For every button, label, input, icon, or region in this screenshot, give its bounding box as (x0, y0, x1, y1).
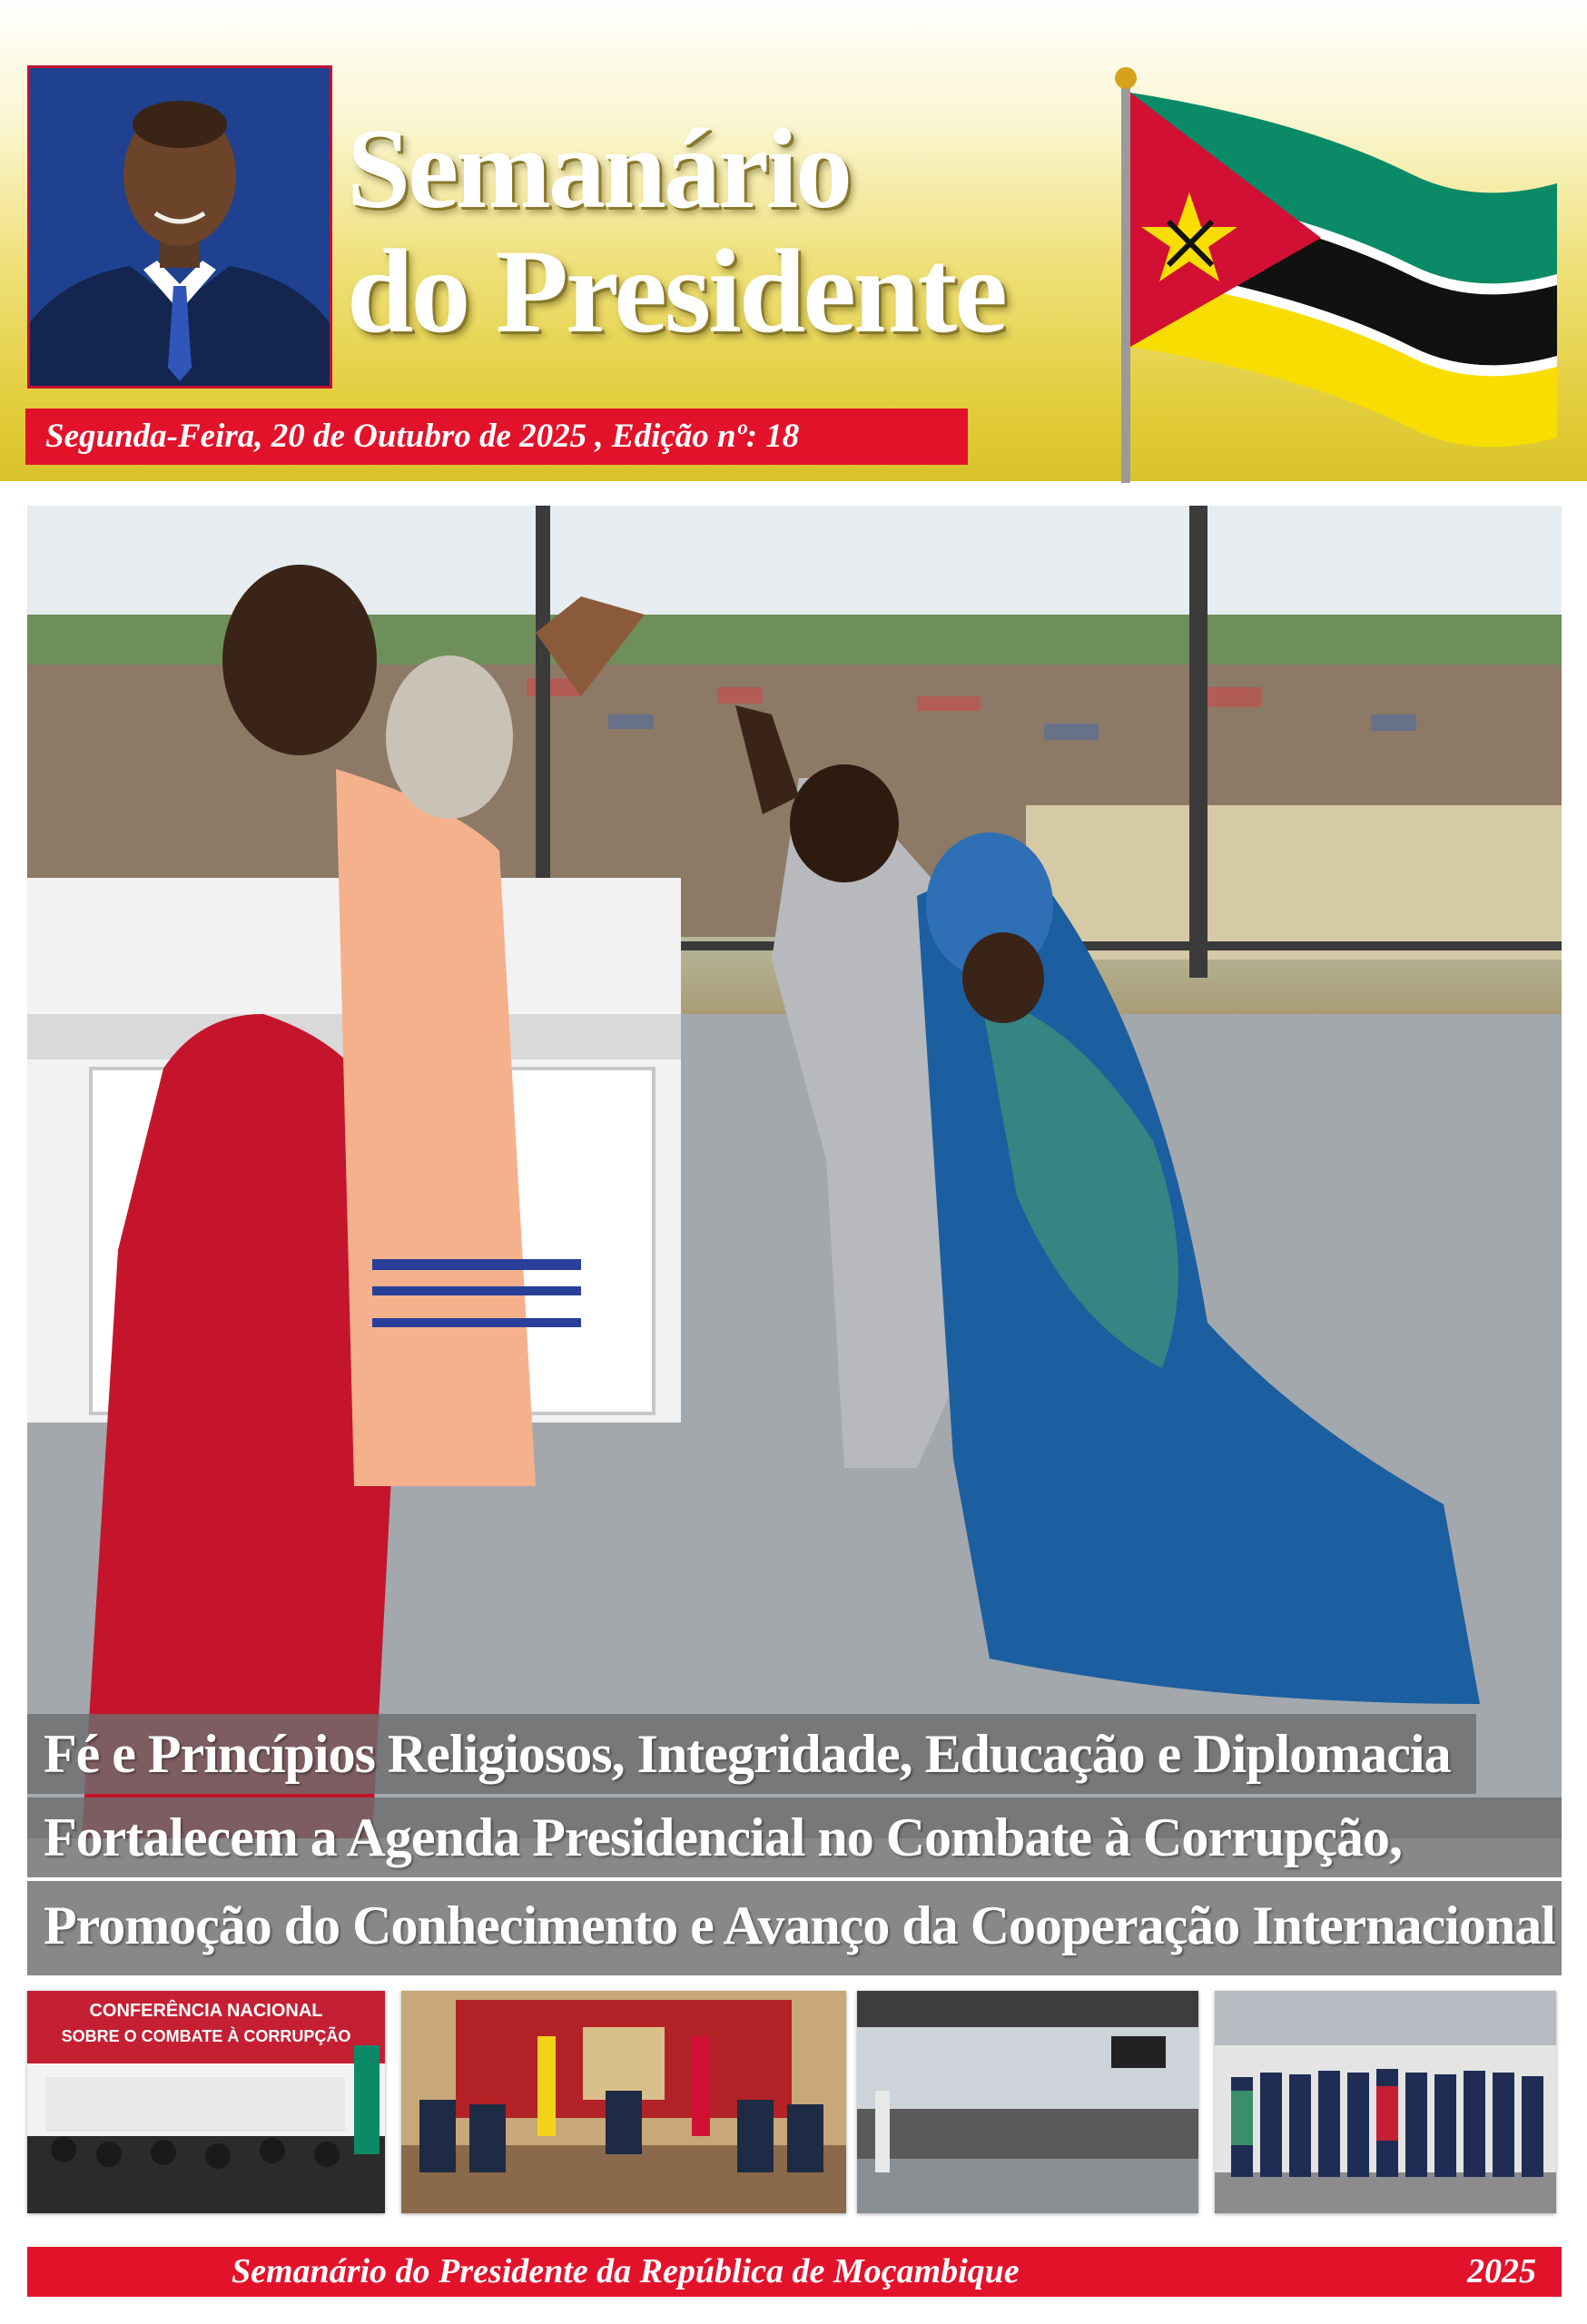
thumbnail-strip (0, 1991, 1587, 2213)
conference-banner-line1: CONFERÊNCIA NACIONAL (89, 2001, 323, 2021)
masthead-title-line1: Semanário (347, 106, 850, 232)
headline-line2: Fortalecem a Agenda Presidencial no Combate à Corrupção, (27, 1797, 1562, 1877)
footer-label: Semanário do Presidente da República de Moçambique (232, 2252, 1020, 2290)
masthead-title-line2: do Presidente (347, 224, 1005, 358)
footer-year: 2025 (1467, 2252, 1536, 2290)
conference-banner-line2: SOBRE O COMBATE À CORRUPÇÃO (61, 2027, 351, 2045)
masthead-title (347, 106, 1055, 358)
thumbnail-outdoor-gathering (857, 1991, 1198, 2213)
mozambique-flag-image (1067, 56, 1562, 483)
edition-dateline: Segunda-Feira, 20 de Outubro de 2025 , Edição nº: 18 (25, 409, 968, 465)
headline-line3: Promoção do Conhecimento e Avanço da Cooperação Internacional (27, 1881, 1562, 1975)
thumbnail-bilateral-meeting (401, 1991, 846, 2213)
cover-photo-prayer-ceremony (27, 506, 1562, 1838)
president-portrait (27, 65, 332, 389)
thumbnail-group-photo (1215, 1991, 1556, 2213)
footer-bar (27, 2247, 1562, 2297)
headline-line1: Fé e Princípios Religiosos, Integridade, Educação e Diplomacia (27, 1714, 1476, 1794)
thumbnail-anticorruption-conference (27, 1991, 385, 2213)
